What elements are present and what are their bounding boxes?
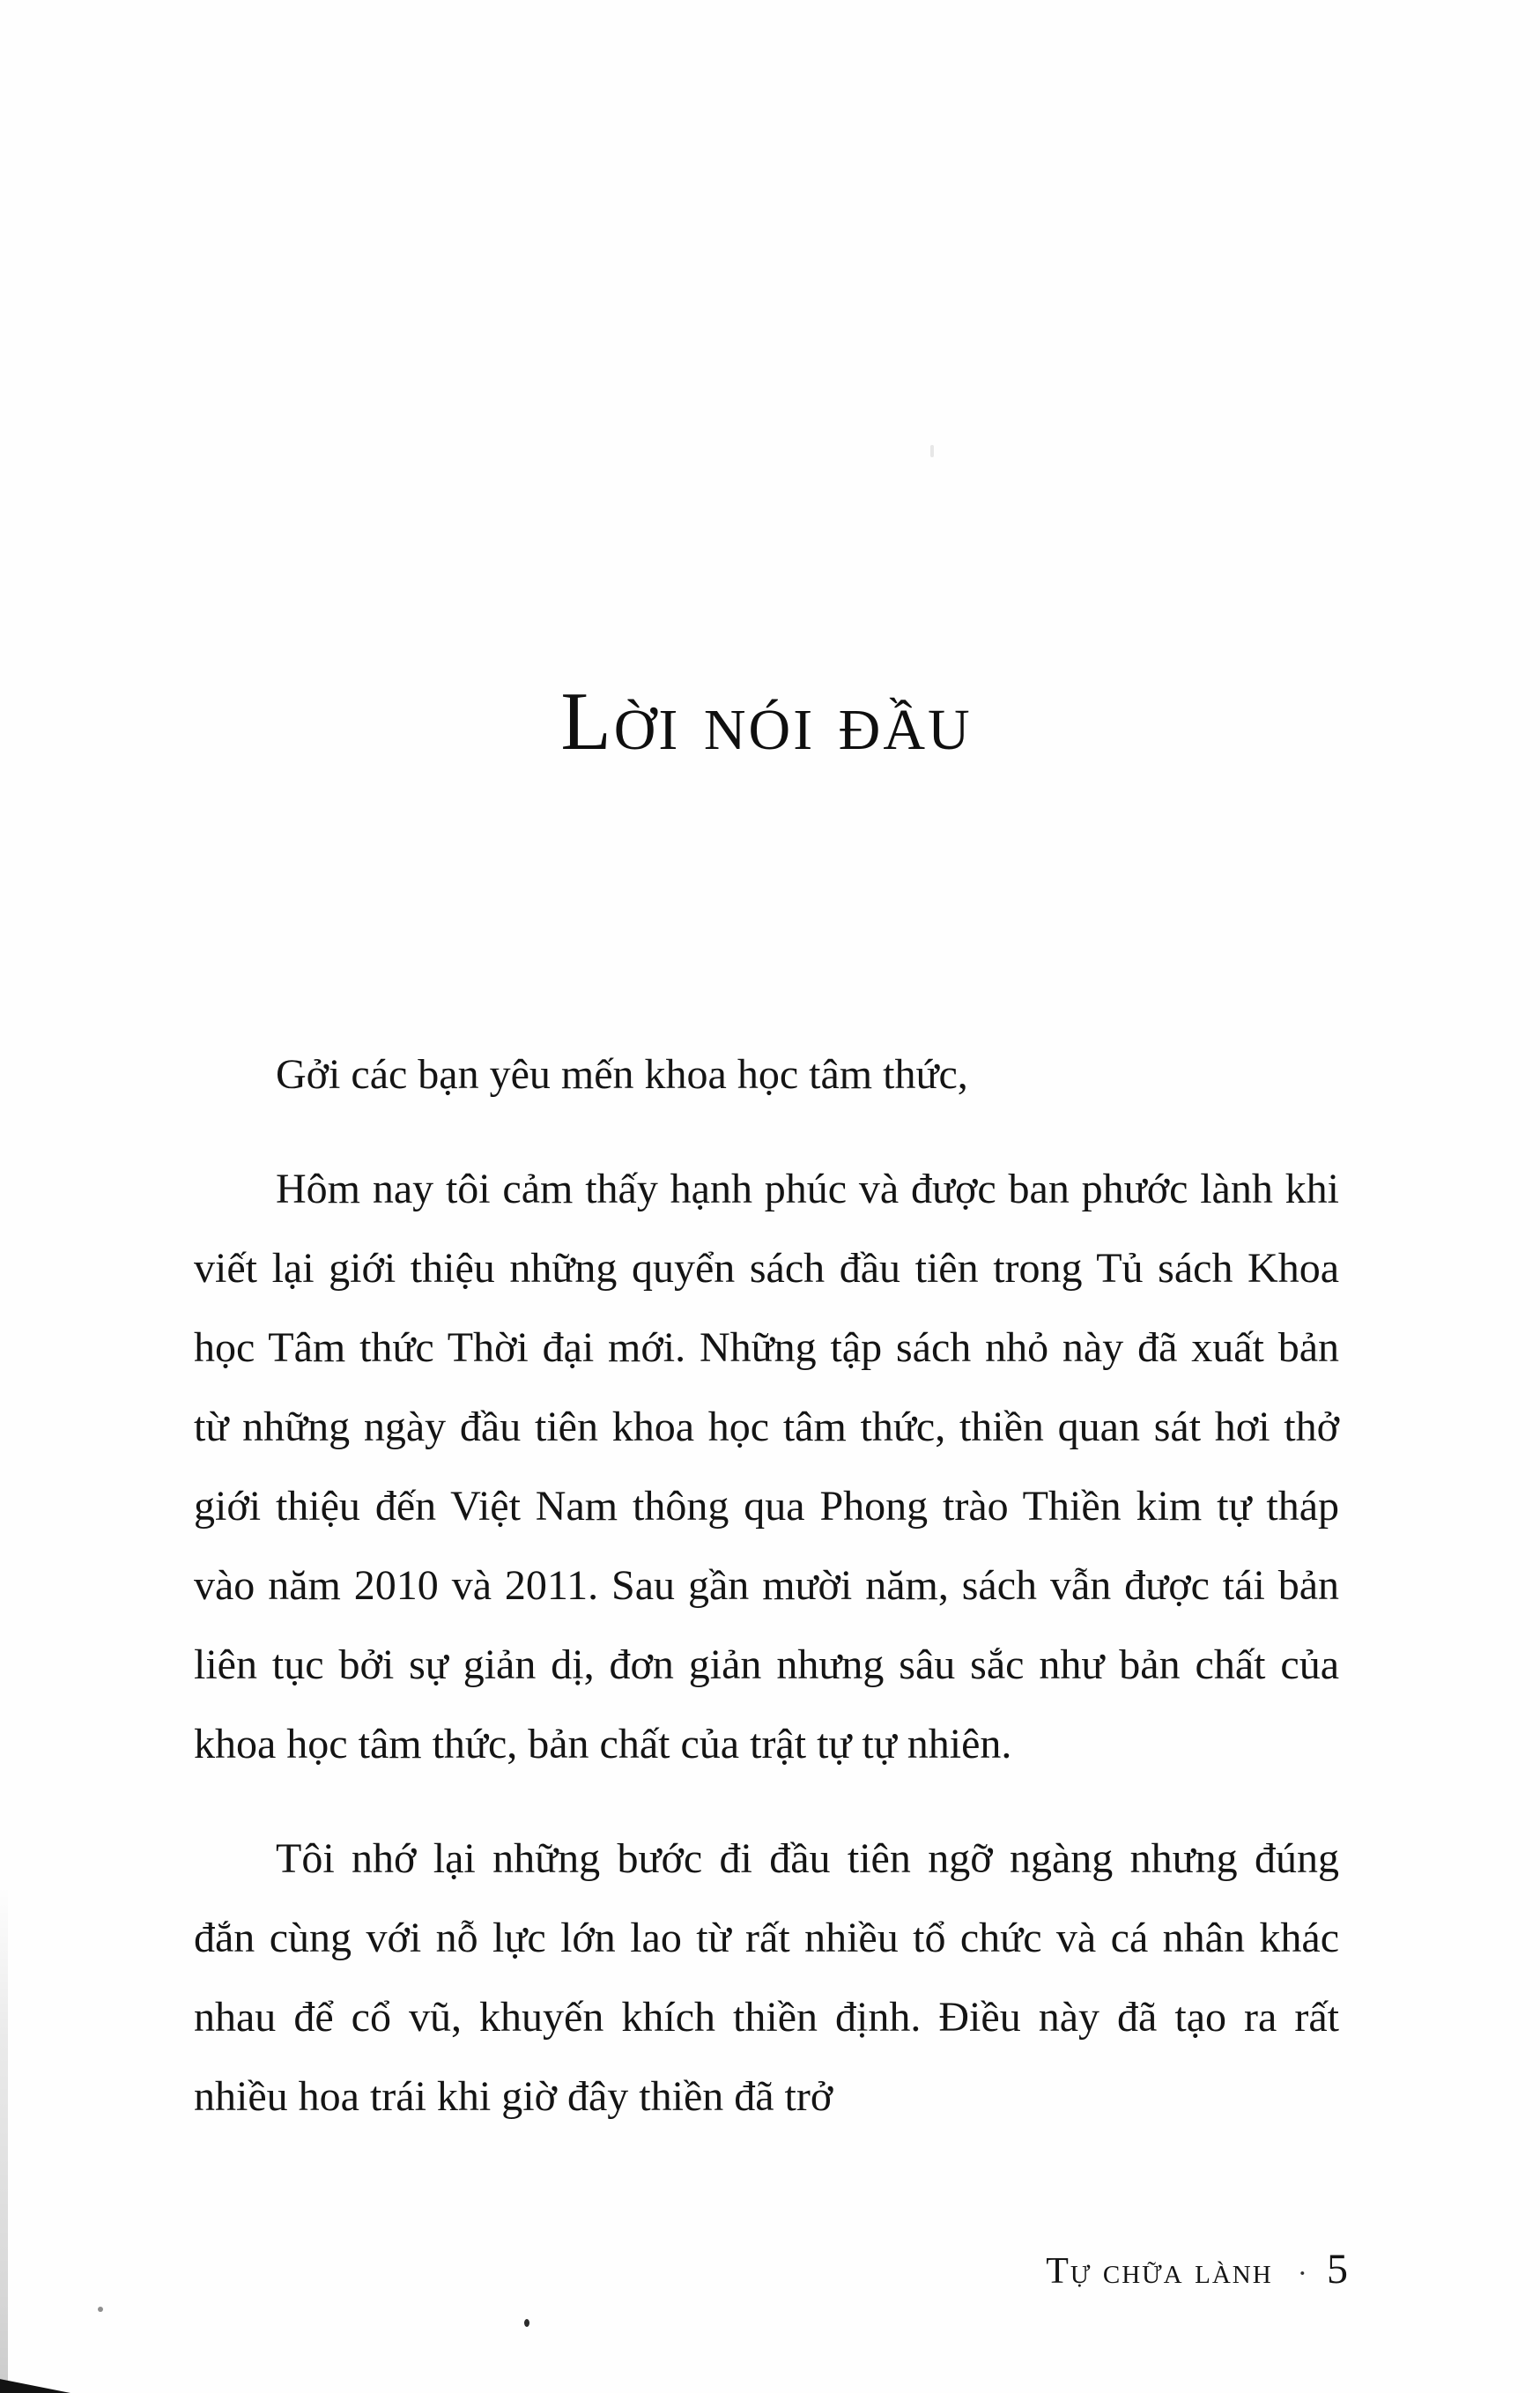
footer-book-title: Tự chữa lành [1046,2251,1273,2292]
paragraph-memories: Tôi nhớ lại những bước đi đầu tiên ngỡ ngàng nhưng đúng đắn cùng với nỗ lực lớn lao từ rất nhiều tổ chức và cá nhân khác nhau để cổ vũ, khuyến khích thiền định. Điều này đã tạo ra rất nhiều hoa trái khi giờ đây thiền đã trở [194,1835,1339,2120]
paragraph-greeting: Gởi các bạn yêu mến khoa học tâm thức, [276,1051,968,1098]
scan-speck [930,445,934,457]
page-footer [1046,2245,1348,2293]
page-body [194,1035,1339,2137]
scan-shadow-left-edge [0,1886,8,2393]
scan-shadow-corner [0,2377,70,2393]
footer-separator-dot: · [1297,2257,1307,2290]
page-title: Lời nói đầu [560,676,973,767]
footer-page-number: 5 [1327,2246,1348,2293]
paragraph-intro: Hôm nay tôi cảm thấy hạnh phúc và được ban phước lành khi viết lại giới thiệu những quyển sách đầu tiên trong Tủ sách Khoa học Tâm thức Thời đại mới. Những tập sách nhỏ này đã xuất bản từ những ngày đầu tiên khoa học tâm thức, thiền quan sát hơi thở giới thiệu đến Việt Nam thông qua Phong trào Thiền kim tự tháp vào năm 2010 và 2011. Sau gần mười năm, sách vẫn được tái bản liên tục bởi sự giản dị, đơn giản nhưng sâu sắc như bản chất của khoa học tâm thức, bản chất của trật tự tự nhiên. [194,1166,1339,1767]
scan-speck [524,2319,529,2327]
scan-speck [98,2307,103,2312]
